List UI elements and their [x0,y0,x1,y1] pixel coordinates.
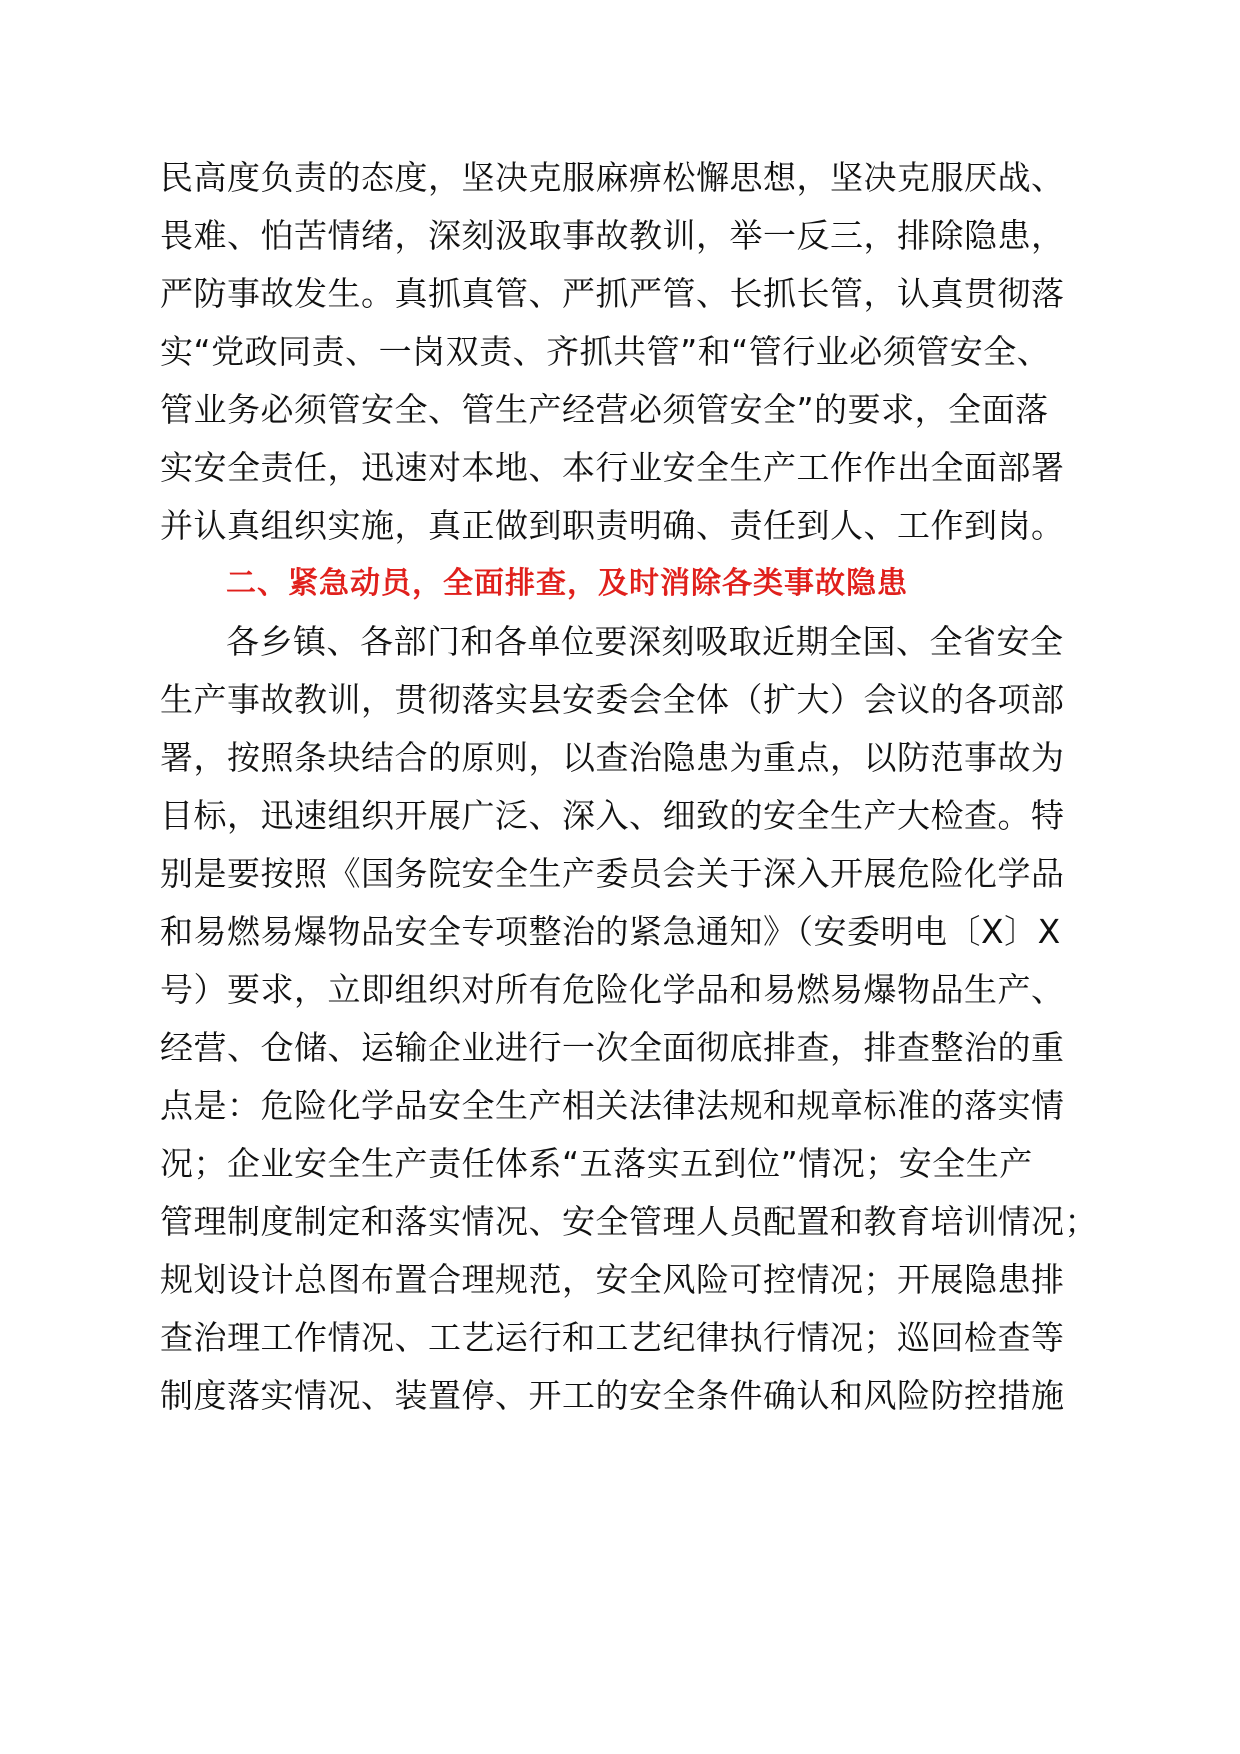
body-text-line: 查治理工作情况、工艺运行和工艺纪律执行情况；巡回检查等 [160,1318,1065,1357]
body-text-line: 和易燃易爆物品安全专项整治的紧急通知》（安委明电〔X〕X [160,912,1061,951]
body-text-line: 民高度负责的态度，坚决克服麻痹松懈思想，坚决克服厌战、 [160,158,1065,197]
body-text-line: 生产事故教训，贯彻落实县安委会全体（扩大）会议的各项部 [160,680,1065,719]
body-text-line: 别是要按照《国务院安全生产委员会关于深入开展危险化学品 [160,854,1065,893]
section-heading: 二、紧急动员，全面排查，及时消除各类事故隐患 [226,566,908,601]
body-text-line: 严防事故发生。真抓真管、严抓严管、长抓长管，认真贯彻落 [160,274,1065,313]
body-text-line: 号）要求，立即组织对所有危险化学品和易燃易爆物品生产、 [160,970,1065,1009]
body-text-line: 规划设计总图布置合理规范，安全风险可控情况；开展隐患排 [160,1260,1065,1299]
body-text-line: 况；企业安全生产责任体系“五落实五到位”情况；安全生产 [160,1144,1033,1183]
body-text-line: 实安全责任，迅速对本地、本行业安全生产工作作出全面部署 [160,448,1065,487]
body-text-line: 实“党政同责、一岗双责、齐抓共管”和“管行业必须管安全、 [160,332,1051,371]
body-text-line: 点是：危险化学品安全生产相关法律法规和规章标准的落实情 [160,1086,1065,1125]
body-text-line: 管业务必须管安全、管生产经营必须管安全”的要求，全面落 [160,390,1049,429]
body-text-line: 并认真组织实施，真正做到职责明确、责任到人、工作到岗。 [160,506,1065,545]
body-text-line: 署，按照条块结合的原则，以查治隐患为重点，以防范事故为 [160,738,1065,777]
paragraph-first-line: 各乡镇、各部门和各单位要深刻吸取近期全国、全省安全 [226,622,1064,661]
body-text-line: 经营、仓储、运输企业进行一次全面彻底排查，排查整治的重 [160,1028,1065,1067]
body-text-line: 管理制度制定和落实情况、安全管理人员配置和教育培训情况； [160,1202,1098,1241]
body-text-line: 目标，迅速组织开展广泛、深入、细致的安全生产大检查。特 [160,796,1065,835]
body-text-line: 畏难、怕苦情绪，深刻汲取事故教训，举一反三，排除隐患， [160,216,1065,255]
body-text-line: 制度落实情况、装置停、开工的安全条件确认和风险防控措施 [160,1376,1065,1415]
